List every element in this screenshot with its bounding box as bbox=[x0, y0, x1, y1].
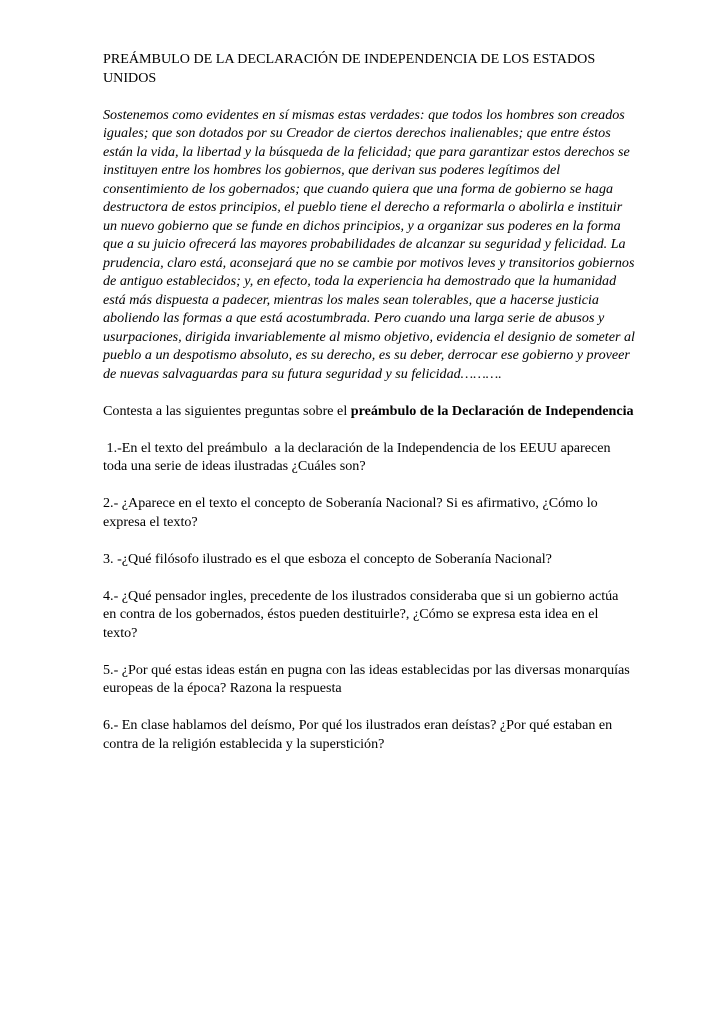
question-6: 6.- En clase hablamos del deísmo, Por qué los ilustrados eran deístas? ¿Por qué estaban en contra de la religión establecida y la superstición? bbox=[103, 717, 613, 752]
instructions-text: Contesta a las siguientes preguntas sobre el bbox=[103, 402, 351, 419]
instructions-bold-subject: preámbulo de la Declaración de Independencia bbox=[350, 402, 634, 419]
document-title: PREÁMBULO DE LA DECLARACIÓN DE INDEPENDENCIA DE LOS ESTADOS UNIDOS bbox=[103, 51, 596, 86]
question-3: 3. -¿Qué filósofo ilustrado es el que esboza el concepto de Soberanía Nacional? bbox=[103, 550, 552, 567]
question-4: 4.- ¿Qué pensador ingles, precedente de los ilustrados consideraba que si un gobierno actúa en contra de los gobernados, éstos pueden destituirle?, ¿Cómo se expresa esta idea en el texto? bbox=[103, 587, 619, 641]
question-2: 2.- ¿Aparece en el texto el concepto de Soberanía Nacional? Si es afirmativo, ¿Cómo lo expresa el texto? bbox=[103, 495, 598, 530]
question-5: 5.- ¿Por qué estas ideas están en pugna con las ideas establecidas por las diversas monarquías europeas de la época? Razona la respuesta bbox=[103, 661, 630, 696]
document-page bbox=[103, 50, 635, 772]
preamble-text: Sostenemos como evidentes en sí mismas estas verdades: que todos los hombres son creados iguales; que son dotados por su Creador de ciertos derechos inalienables; que entre éstos están la vida, la libertad y la búsqueda de la felicidad; que para garantizar estos derechos se instituyen entre los hombres los gobiernos, que derivan sus poderes legítimos del consentimiento de los gobernados; que cuando quiera que una forma de gobierno se haga destructora de estos principios, el pueblo tiene el derecho a reformarla o abolirla e instituir un nuevo gobierno que se funde en dichos principios, y a organizar sus poderes en la forma que a su juicio ofrecerá las mayores probabilidades de alcanzar su seguridad y felicidad. La prudencia, claro está, aconsejará que no se cambie por motivos leves y transitorios gobiernos de antiguo establecidos; y, en efecto, toda la experiencia ha demostrado que la humanidad está más dispuesta a padecer, mientras los males sean tolerables, que a hacerse justicia aboliendo las formas a que está acostumbrada. Pero cuando una larga serie de abusos y usurpaciones, dirigida invariablemente al mismo objetivo, evidencia el designio de someter al pueblo a un despotismo absoluto, es su derecho, es su deber, derrocar ese gobierno y proveer de nuevas salvaguardas para su futura seguridad y su felicidad………. bbox=[103, 106, 635, 382]
question-1: 1.-En el texto del preámbulo a la declaración de la Independencia de los EEUU aparecen toda una serie de ideas ilustradas ¿Cuáles son? bbox=[103, 439, 615, 474]
instructions-paragraph bbox=[103, 402, 635, 421]
